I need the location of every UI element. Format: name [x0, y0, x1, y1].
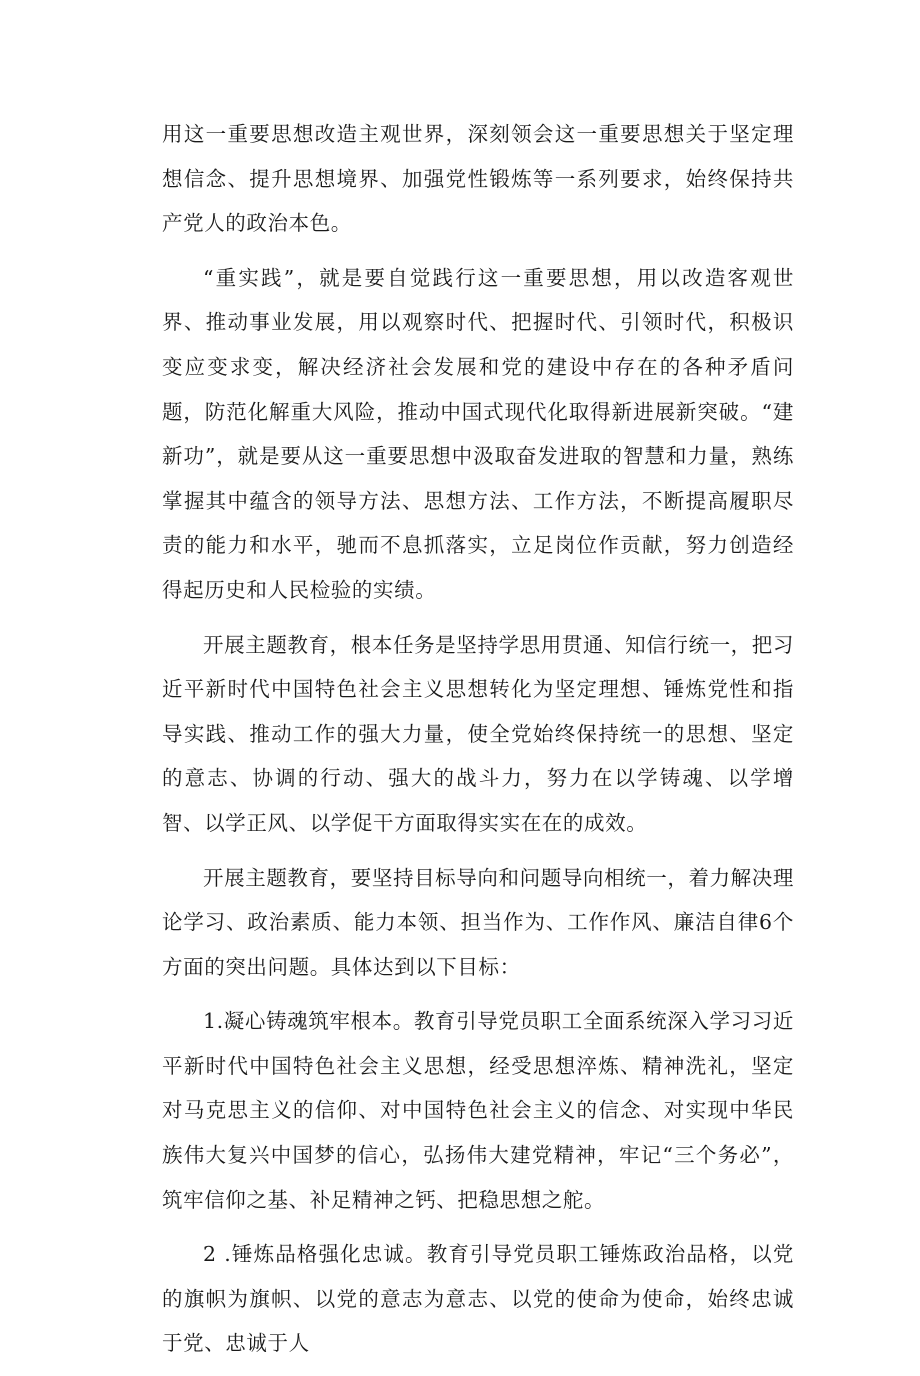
paragraph-practice: “重实践”，就是要自觉践行这一重要思想，用以改造客观世界、推动事业发展，用以观察时代、把握时代、引领时代，积极识变应变求变，解决经济社会发展和党的建设中存在的各种矛盾问题，防范化解重大风险，推动中国式现代化取得新进展新突破。“建新功”，就是要从这一重要思想中汲取奋发进取的智慧和力量，熟练掌握其中蕴含的领导方法、思想方法、工作方法，不断提高履职尽责的能力和水平，驰而不息抓落实，立足岗位作贡献，努力创造经得起历史和人民检验的实绩。 — [162, 265, 794, 602]
paragraph-goals-intro: 开展主题教育，要坚持目标导向和问题导向相统一，着力解决理论学习、政治素质、能力本领、担当作为、工作作风、廉洁自律6个方面的突出问题。具体达到以下目标： — [162, 865, 794, 979]
document-body — [162, 112, 794, 1376]
paragraph-fundamental-task: 开展主题教育，根本任务是坚持学思用贯通、知信行统一，把习近平新时代中国特色社会主义思想转化为坚定理想、锤炼党性和指导实践、推动工作的强大力量，使全党始终保持统一的思想、坚定的意志、协调的行动、强大的战斗力，努力在以学铸魂、以学增智、以学正风、以学促干方面取得实实在在的成效。 — [162, 632, 794, 835]
paragraph-goal-1: 1.凝心铸魂筑牢根本。教育引导党员职工全面系统深入学习习近平新时代中国特色社会主义思想，经受思想淬炼、精神洗礼，坚定对马克思主义的信仰、对中国特色社会主义的信念、对实现中华民族伟大复兴中国梦的信心，弘扬伟大建党精神，牢记“三个务必”，筑牢信仰之基、补足精神之钙、把稳思想之舵。 — [162, 1009, 794, 1212]
paragraph-continuation: 用这一重要思想改造主观世界，深刻领会这一重要思想关于坚定理想信念、提升思想境界、加强党性锻炼等一系列要求，始终保持共产党人的政治本色。 — [162, 122, 794, 236]
paragraph-goal-2: 2 .锤炼品格强化忠诚。教育引导党员职工锤炼政治品格，以党的旗帜为旗帜、以党的意志为意志、以党的使命为使命，始终忠诚于党、忠诚于人 — [162, 1242, 794, 1356]
